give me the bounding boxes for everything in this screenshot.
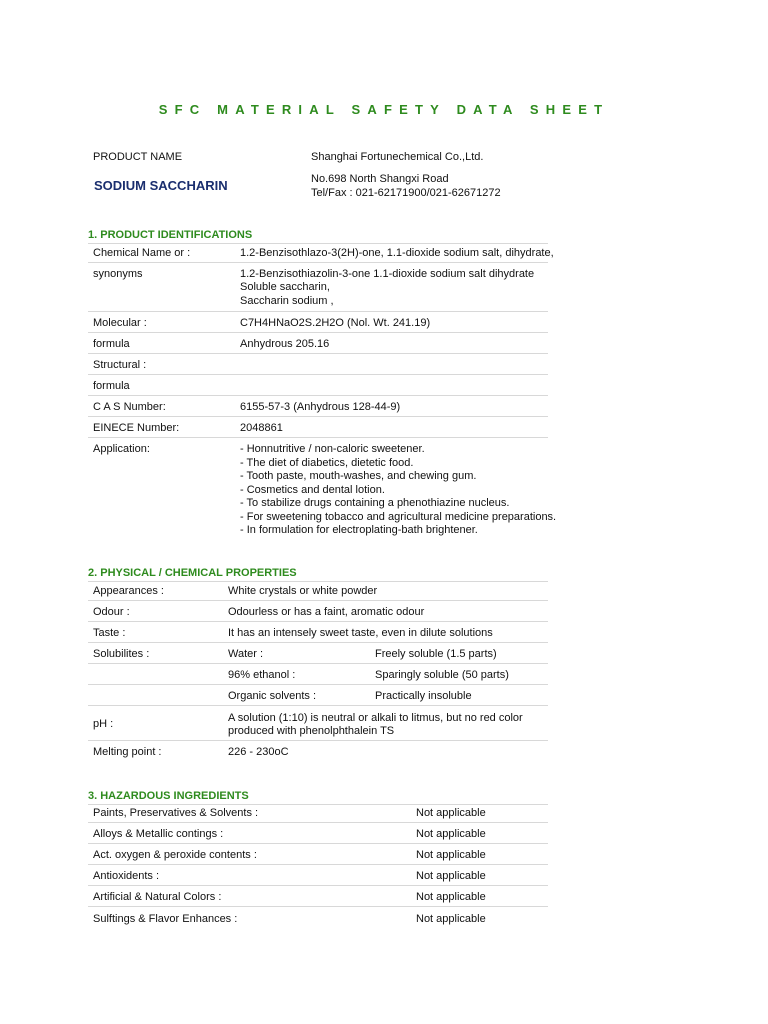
row-value: Not applicable <box>416 828 486 840</box>
row-divider <box>88 822 548 823</box>
application-item: - For sweetening tobacco and agricultural medicine preparations. <box>240 510 557 523</box>
row-label: Antioxidents : <box>93 870 160 882</box>
application-item: - Tooth paste, mouth-washes, and chewing gum. <box>240 470 477 482</box>
row-divider <box>88 621 548 622</box>
row-label: Chemical Name or : <box>93 247 191 259</box>
row-value: Not applicable <box>416 913 486 925</box>
row-divider <box>88 642 548 643</box>
row-label: Molecular : <box>93 317 147 329</box>
row-value-extra: Soluble saccharin, <box>240 281 330 293</box>
row-value: 6155-57-3 (Anhydrous 128-44-9) <box>240 401 401 413</box>
application-item: - Cosmetics and dental lotion. <box>240 483 385 496</box>
row-value: 2048861 <box>240 422 283 434</box>
row-divider <box>88 864 548 865</box>
section-divider <box>88 581 548 582</box>
row-value: 1.2-Benzisothlazo-3(2H)-one, 1.1-dioxide sodium salt, dihydrate, <box>240 247 554 259</box>
section-2-heading: 2. PHYSICAL / CHEMICAL PROPERTIES <box>88 567 297 579</box>
melting-value: 226 - 230oC <box>228 746 289 758</box>
row-divider <box>88 353 548 354</box>
application-label: Application: <box>93 443 150 455</box>
row-value: White crystals or white powder <box>228 585 378 597</box>
row-value: Not applicable <box>416 891 486 903</box>
solubility-result: Sparingly soluble (50 parts) <box>375 669 509 681</box>
row-label: Artificial & Natural Colors : <box>93 891 222 903</box>
product-name-label: PRODUCT NAME <box>93 151 183 163</box>
solubility-label: Solubilites : <box>93 648 150 660</box>
row-divider <box>88 416 548 417</box>
row-divider <box>88 437 548 438</box>
product-name: SODIUM SACCHARIN <box>94 178 228 193</box>
solubility-result: Freely soluble (1.5 parts) <box>375 648 497 660</box>
row-divider <box>88 332 548 333</box>
company-name: Shanghai Fortunechemical Co.,Ltd. <box>311 151 484 163</box>
row-label: EINECE Number: <box>93 422 180 434</box>
melting-label: Melting point : <box>93 746 162 758</box>
solubility-result: Practically insoluble <box>375 690 472 702</box>
company-address: No.698 North Shangxi Road <box>311 173 449 185</box>
row-divider <box>88 374 548 375</box>
ph-value: A solution (1:10) is neutral or alkali to litmus, but no red color <box>228 712 523 724</box>
solubility-solvent: Organic solvents : <box>228 690 317 702</box>
row-divider <box>88 600 548 601</box>
application-item: - To stabilize drugs containing a phenothiazine nucleus. <box>240 497 510 509</box>
ph-value: produced with phenolphthalein TS <box>228 725 395 737</box>
row-divider <box>88 663 548 664</box>
row-label: Taste : <box>93 627 126 639</box>
row-divider <box>88 311 548 312</box>
row-value-extra: Saccharin sodium , <box>240 295 334 307</box>
row-label: Alloys & Metallic contings : <box>93 828 224 840</box>
section-3-heading: 3. HAZARDOUS INGREDIENTS <box>88 790 249 802</box>
application-item: - The diet of diabetics, dietetic food. <box>240 456 414 469</box>
row-label: Structural : <box>93 359 147 371</box>
section-divider <box>88 243 548 244</box>
row-label: Sulftings & Flavor Enhances : <box>93 913 238 925</box>
row-label: Appearances : <box>93 585 164 597</box>
row-value: Not applicable <box>416 849 486 861</box>
section-1-heading: 1. PRODUCT IDENTIFICATIONS <box>88 229 253 241</box>
row-divider <box>88 843 548 844</box>
row-value: It has an intensely sweet taste, even in dilute solutions <box>228 627 493 639</box>
row-value: Odourless or has a faint, aromatic odour <box>228 606 425 618</box>
row-value: Not applicable <box>416 870 486 882</box>
document-title: SFC MATERIAL SAFETY DATA SHEET <box>158 102 610 117</box>
row-value: Anhydrous 205.16 <box>240 338 330 350</box>
row-divider <box>88 705 548 706</box>
company-telfax: Tel/Fax : 021-62171900/021-62671272 <box>311 187 501 199</box>
application-item: - In formulation for electroplating-bath brightener. <box>240 524 478 536</box>
row-label: Act. oxygen & peroxide contents : <box>93 849 257 861</box>
row-divider <box>88 262 548 263</box>
row-divider <box>88 684 548 685</box>
row-value: C7H4HNaO2S.2H2O (Nol. Wt. 241.19) <box>240 317 431 329</box>
section-divider <box>88 804 548 805</box>
row-divider <box>88 906 548 907</box>
row-label: synonyms <box>93 268 143 280</box>
row-label: Odour : <box>93 606 130 618</box>
solubility-solvent: 96% ethanol : <box>228 669 296 681</box>
application-item: - Honnutritive / non-caloric sweetener. <box>240 443 425 455</box>
row-label: Paints, Preservatives & Solvents : <box>93 807 259 819</box>
row-divider <box>88 395 548 396</box>
row-divider <box>88 885 548 886</box>
row-divider <box>88 740 548 741</box>
row-label: formula <box>93 338 130 350</box>
solubility-solvent: Water : <box>228 648 264 660</box>
row-label: formula <box>93 380 130 392</box>
row-value: 1.2-Benzisothiazolin-3-one 1.1-dioxide sodium salt dihydrate <box>240 268 535 280</box>
ph-label: pH : <box>93 718 114 730</box>
row-value: Not applicable <box>416 807 486 819</box>
row-label: C A S Number: <box>93 401 166 413</box>
